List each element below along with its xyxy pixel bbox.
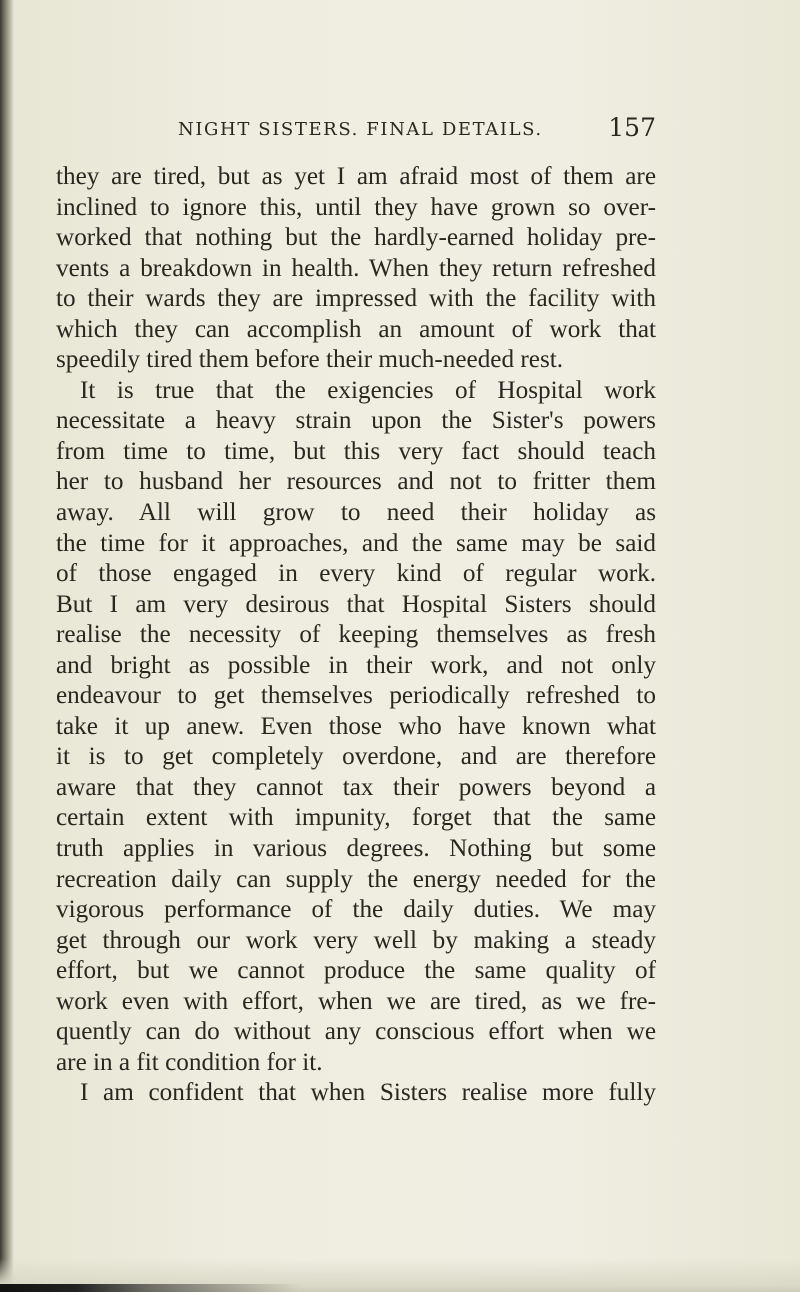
- text-line: certain extent with impunity, forget that the same: [56, 804, 656, 832]
- text-line: realise the necessity of keeping themselves as fresh: [56, 621, 656, 649]
- text-line: and bright as possible in their work, and not only: [56, 651, 656, 679]
- text-line: vigorous performance of the daily duties. We may: [56, 896, 656, 924]
- page-number: 157: [608, 113, 656, 142]
- running-title: NIGHT SISTERS. FINAL DETAILS.: [178, 119, 543, 140]
- text-line: the time for it approaches, and the same may be said: [56, 529, 656, 557]
- text-line: I am confident that when Sisters realise more fully: [80, 1079, 656, 1107]
- text-line: to their wards they are impressed with the facility with: [56, 285, 656, 313]
- running-head: [178, 113, 668, 147]
- text-line: vents a breakdown in health. When they return refreshed: [56, 254, 656, 282]
- text-line: it is to get completely overdone, and are therefore: [56, 743, 656, 771]
- text-line: work even with effort, when we are tired, as we fre-: [56, 987, 656, 1015]
- text-line: inclined to ignore this, until they have grown so over-: [56, 193, 656, 221]
- text-line: of those engaged in every kind of regular work.: [56, 560, 656, 588]
- text-body: [56, 162, 656, 1109]
- scan-edge-mark: [0, 1284, 300, 1292]
- text-line: get through our work very well by making a steady: [56, 926, 656, 954]
- text-line: It is true that the exigencies of Hospital work: [80, 376, 656, 404]
- text-line: speedily tired them before their much-needed rest.: [56, 346, 564, 374]
- binding-shadow: [0, 0, 14, 1292]
- text-line: from time to time, but this very fact should teach: [56, 437, 656, 465]
- text-line: recreation daily can supply the energy needed for the: [56, 865, 656, 893]
- text-line: effort, but we cannot produce the same quality of: [56, 957, 656, 985]
- text-line: But I am very desirous that Hospital Sisters should: [56, 590, 656, 618]
- text-line: away. All will grow to need their holiday as: [56, 499, 656, 527]
- text-line: are in a fit condition for it.: [56, 1048, 323, 1076]
- text-line: worked that nothing but the hardly-earned holiday pre-: [56, 224, 656, 252]
- text-line: which they can accomplish an amount of work that: [56, 315, 656, 343]
- text-line: take it up anew. Even those who have known what: [56, 712, 656, 740]
- text-line: endeavour to get themselves periodically refreshed to: [56, 682, 656, 710]
- text-line: aware that they cannot tax their powers beyond a: [56, 773, 656, 801]
- text-line: quently can do without any conscious effort when we: [56, 1018, 656, 1046]
- text-line: they are tired, but as yet I am afraid most of them are: [56, 163, 656, 190]
- text-line: truth applies in various degrees. Nothing but some: [56, 835, 656, 863]
- text-line: necessitate a heavy strain upon the Sister's powers: [56, 407, 656, 435]
- text-line: her to husband her resources and not to fritter them: [56, 468, 656, 496]
